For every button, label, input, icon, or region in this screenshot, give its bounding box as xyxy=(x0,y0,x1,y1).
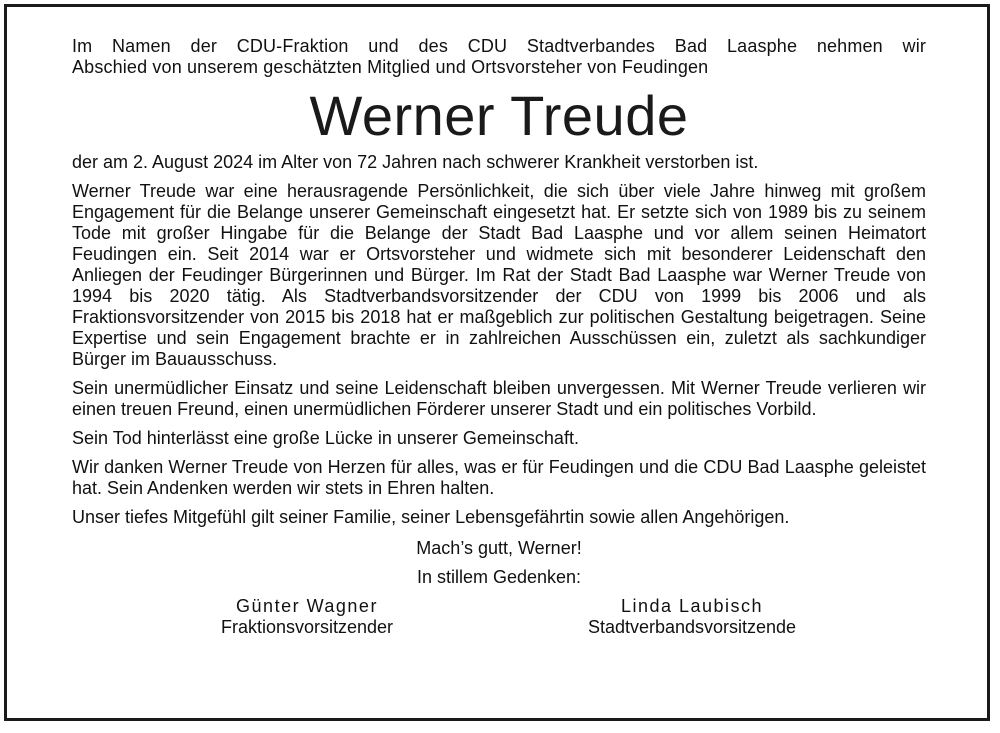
intro-line-2: Abschied von unserem geschätzten Mitglied und Ortsvorsteher von Feudingen xyxy=(72,57,709,77)
condolence-paragraph: Unser tiefes Mitgefühl gilt seiner Familie, seiner Lebensgefährtin sowie allen Angehörigen. xyxy=(72,507,790,527)
memorial-line: In stillem Gedenken: xyxy=(416,567,582,587)
intro-line-1: Im Namen der CDU-Fraktion und des CDU Stadtverbandes Bad Laasphe nehmen wir xyxy=(72,36,926,56)
signatory-role: Fraktionsvorsitzender xyxy=(220,617,394,637)
farewell-line: Mach’s gutt, Werner! xyxy=(416,538,582,558)
tribute-paragraph: Werner Treude war eine herausragende Persönlichkeit, die sich über viele Jahre hinweg mit großem Engagement für die Belange unserer Gemeinschaft eingesetzt hat. Er setzte sich von 1989 bis zu seinem Tode mit großer Hingabe für die Belange der Stadt Bad Laasphe und vor allem seinen Heimatort Feudingen ein. Seit 2014 war er Ortsvorsteher und widmete sich mit besonderer Leidenschaft den Anliegen der Feudinger Bürgerinnen und Bürger. Im Rat der Stadt Bad Laasphe war Werner Treude von 1994 bis 2020 tätig. Als Stadtverbandsvorsitzender der CDU von 1999 bis 2006 und als Fraktionsvorsitzender von 2015 bis 2018 hat er maßgeblich zur politischen Gestaltung beigetragen. Seine Expertise und sein Engagement brachte er in zahlreichen Ausschüssen ein, zuletzt als sachkundiger Bürger im Bauausschuss. xyxy=(72,181,926,369)
tribute-paragraph: Sein Tod hinterlässt eine große Lücke in unserer Gemeinschaft. xyxy=(72,428,579,448)
deceased-name: Werner Treude xyxy=(309,84,689,147)
death-notice-line: der am 2. August 2024 im Alter von 72 Jahren nach schwerer Krankheit verstorben ist. xyxy=(72,152,759,172)
tribute-paragraph: Wir danken Werner Treude von Herzen für alles, was er für Feudingen und die CDU Bad Laasphe geleistet hat. Sein Andenken werden wir stets in Ehren halten. xyxy=(72,457,926,498)
signatory-right xyxy=(527,596,857,638)
signatory-name: Linda Laubisch xyxy=(620,596,764,616)
signatures xyxy=(72,596,926,642)
tribute-paragraph: Sein unermüdlicher Einsatz und seine Leidenschaft bleiben unvergessen. Mit Werner Treude verlieren wir einen treuen Freund, einen unermüdlichen Förderer unserer Stadt und ein politisches Vorbild. xyxy=(72,378,926,419)
signatory-left xyxy=(142,596,472,638)
signatory-name: Günter Wagner xyxy=(236,596,378,616)
signatory-role: Stadtverbandsvorsitzende xyxy=(587,617,797,637)
intro-text xyxy=(72,36,926,78)
obituary-notice xyxy=(72,36,926,642)
